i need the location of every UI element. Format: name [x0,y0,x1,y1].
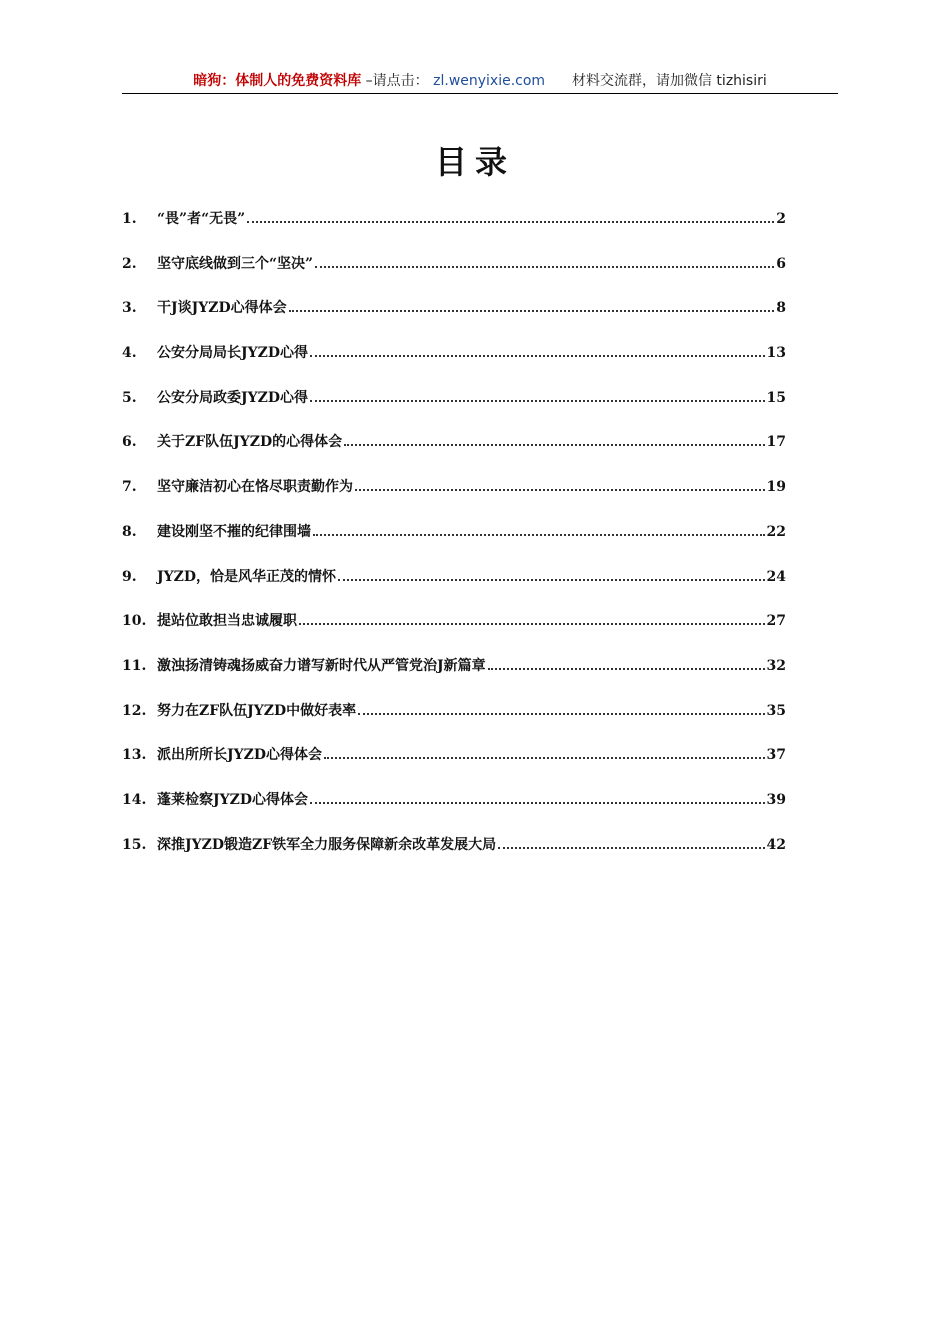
toc-list [122,208,786,878]
toc-entry-page: 37 [766,747,786,764]
toc-entry[interactable] [122,834,786,879]
toc-entry[interactable] [122,744,786,789]
toc-entry-number: 15. [122,836,147,853]
toc-entry[interactable] [122,476,786,521]
toc-entry-title: 关于ZF队伍JYZD的心得体会 [157,434,343,451]
header-rule [122,93,838,94]
toc-entry-number: 7. [122,479,137,496]
toc-leader-dots [315,266,774,268]
toc-entry-title: “畏”者“无畏” [157,211,246,227]
toc-entry-page: 13 [766,345,786,362]
toc-entry-number: 10. [122,613,147,630]
toc-entry-page: 27 [766,613,786,630]
toc-leader-dots [344,444,764,446]
toc-entry[interactable] [122,700,786,745]
toc-entry-page: 22 [766,523,786,540]
header-url-link[interactable]: zl.wenyixie.com [433,73,546,89]
toc-entry-title: 干J谈JYZD心得体会 [157,300,287,317]
toc-entry-title: 努力在ZF队伍JYZD中做好表率 [157,702,357,719]
toc-entry-number: 4. [122,345,137,362]
toc-leader-dots [299,623,765,625]
toc-entry-number: 6. [122,434,137,451]
toc-entry-title: JYZD，恰是风华正茂的情怀 [157,568,336,585]
toc-entry-number: 9. [122,568,137,585]
toc-entry[interactable] [122,208,786,253]
toc-entry-title: 公安分局局长JYZD心得 [157,345,308,362]
toc-entry-number: 5. [122,389,137,406]
toc-leader-dots [247,221,774,223]
toc-entry-title: 激浊扬清铸魂扬威奋力谱写新时代从严管党治J新篇章 [157,657,486,674]
toc-entry-title: 公安分局政委JYZD心得 [157,389,308,406]
toc-entry-number: 3. [122,300,137,317]
toc-leader-dots [324,757,765,759]
toc-entry-number: 1. [122,211,137,227]
toc-entry[interactable] [122,297,786,342]
toc-leader-dots [488,668,765,670]
toc-entry-title: 坚守底线做到三个“坚决” [157,255,314,272]
toc-title: 目录 [434,143,515,181]
toc-entry-number: 13. [122,747,147,764]
toc-entry-title: 深推JYZD锻造ZF铁军全力服务保障新余改革发展大局 [157,836,497,853]
toc-entry[interactable] [122,655,786,700]
page-header [122,72,838,94]
toc-entry[interactable] [122,342,786,387]
toc-entry-number: 11. [122,657,147,674]
toc-entry-page: 42 [766,836,786,853]
toc-entry-page: 32 [766,657,786,674]
header-wechat: 材料交流群，请加微信 tizhisiri [571,73,767,89]
toc-entry-page: 15 [766,389,786,406]
toc-entry[interactable] [122,610,786,655]
toc-entry-page: 17 [766,434,786,451]
toc-entry-title: 提站位敢担当忠诚履职 [157,613,297,630]
toc-entry[interactable] [122,431,786,476]
toc-leader-dots [310,802,765,804]
toc-entry[interactable] [122,253,786,298]
toc-entry[interactable] [122,387,786,432]
toc-leader-dots [355,489,765,491]
toc-entry[interactable] [122,789,786,834]
toc-entry-title: 建设刚坚不摧的纪律围墙 [157,523,311,540]
toc-entry-page: 39 [766,791,786,808]
toc-entry-title: 派出所所长JYZD心得体会 [157,747,322,764]
toc-entry[interactable] [122,521,786,566]
toc-entry-number: 14. [122,791,147,808]
toc-leader-dots [310,400,765,402]
toc-entry-page: 19 [766,479,786,496]
toc-entry-title: 蓬莱检察JYZD心得体会 [157,791,308,808]
toc-entry-page: 35 [766,702,786,719]
toc-entry-page: 6 [776,255,786,272]
header-prompt: –请点击： [365,73,429,89]
toc-leader-dots [338,579,765,581]
toc-entry-page: 2 [776,211,786,227]
toc-leader-dots [358,713,764,715]
toc-entry-number: 12. [122,702,147,719]
toc-leader-dots [313,534,765,536]
toc-entry-page: 24 [766,568,786,585]
toc-leader-dots [310,355,765,357]
header-text [122,72,838,90]
toc-entry-title: 坚守廉洁初心在恪尽职责勤作为 [157,479,353,496]
toc-entry-number: 2. [122,255,137,272]
toc-entry-number: 8. [122,523,137,540]
toc-leader-dots [289,310,775,312]
toc-entry-page: 8 [776,300,786,317]
toc-leader-dots [498,847,764,849]
header-brand: 暗狗：体制人的免费资料库 [193,73,362,89]
toc-entry[interactable] [122,566,786,611]
